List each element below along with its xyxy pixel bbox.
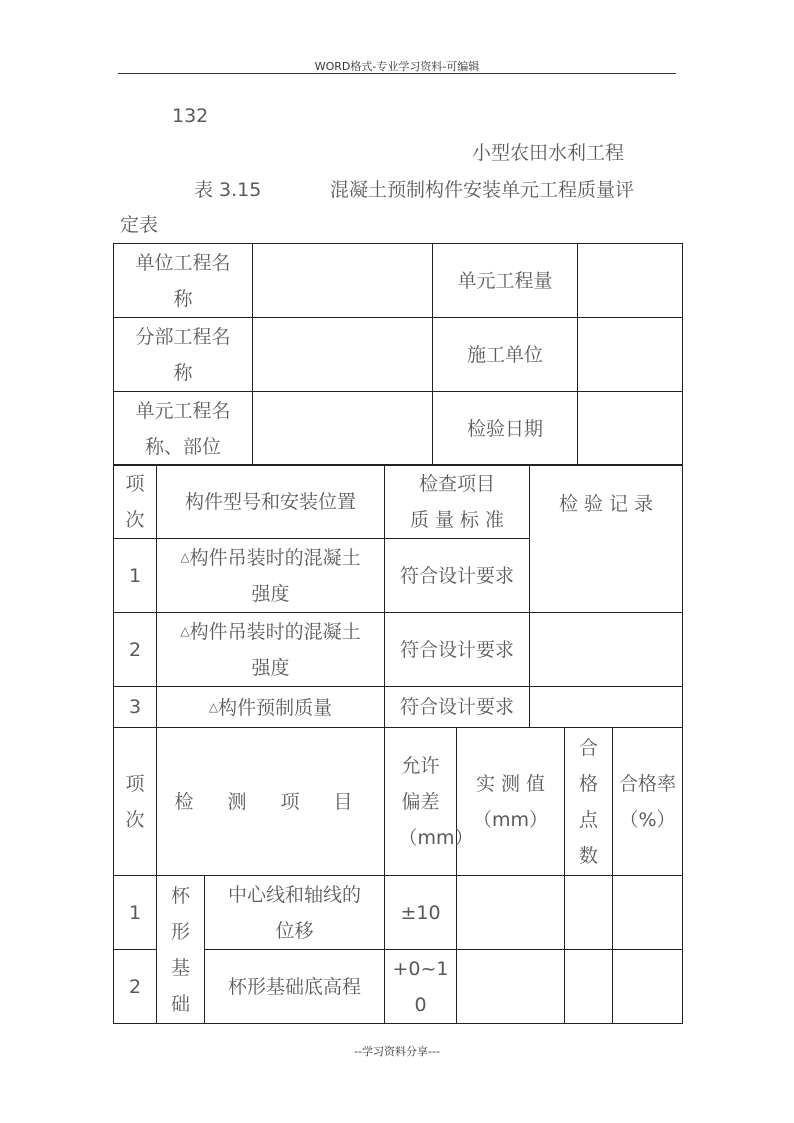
col-header-no: 项次 [114,465,157,539]
row-record[interactable] [530,613,683,687]
row-standard: 符合设计要求 [385,539,530,613]
row-no: 1 [114,876,157,950]
check-items-table [113,464,683,728]
unit-project-name-label: 单位工程名称 [114,244,253,318]
page-header: WORD格式-专业学习资料-可编辑 [314,60,480,73]
unit-quantity-value[interactable] [578,244,683,318]
col-header-no: 项次 [114,728,157,876]
row-no: 3 [114,687,157,728]
contractor-value[interactable] [578,318,683,392]
row-item: △构件预制质量 [157,687,385,728]
row-tolerance: ±10 [385,876,457,950]
row-item: 杯形基础底高程 [205,950,385,1024]
row-pass-points[interactable] [565,876,613,950]
col-header-tolerance: 允许偏差（mm） [385,728,457,876]
row-item: △构件吊装时的混凝土强度 [157,613,385,687]
group-label: 杯形基础 [157,876,205,1024]
document-subtitle: 小型农田水利工程 [472,142,625,164]
col-header-pass-points: 合格点数 [565,728,613,876]
table-number: 表 3.15 [194,179,262,201]
inspection-date-value[interactable] [578,392,683,466]
col-header-check-standard [385,465,530,539]
inspection-date-label: 检验日期 [433,392,578,466]
col-header-record: 检 验 记 录 [530,465,683,613]
row-item: 中心线和轴线的位移 [205,876,385,950]
triangle-mark: △ [208,699,219,714]
page-number: 132 [172,105,209,127]
row-standard: 符合设计要求 [385,687,530,728]
table-title-continuation: 定表 [120,214,159,236]
page-footer: --学习资料分享--- [354,1045,440,1058]
triangle-mark: △ [180,624,190,638]
element-project-label: 单元工程名称、部位 [114,392,253,466]
row-pass-rate[interactable] [613,876,683,950]
element-project-value[interactable] [253,392,433,466]
row-tolerance: +0~10 [385,950,457,1024]
contractor-label: 施工单位 [433,318,578,392]
row-pass-points[interactable] [565,950,613,1024]
row-record[interactable] [530,687,683,728]
unit-quantity-label: 单元工程量 [433,244,578,318]
row-measured[interactable] [457,876,565,950]
info-table [113,243,683,466]
row-no: 2 [114,950,157,1024]
row-no: 2 [114,613,157,687]
row-item: △构件吊装时的混凝土强度 [157,539,385,613]
header-rule [118,73,676,74]
col-header-measured: 实 测 值（mm） [457,728,565,876]
unit-project-name-value[interactable] [253,244,433,318]
row-standard: 符合设计要求 [385,613,530,687]
row-pass-rate[interactable] [613,950,683,1024]
col-header-check-item: 检查项目 [418,472,495,495]
measurement-table [113,727,683,1024]
row-no: 1 [114,539,157,613]
table-title: 混凝土预制构件安装单元工程质量评 [330,179,635,201]
col-header-measure-item: 检 测 项 目 [157,728,385,876]
row-measured[interactable] [457,950,565,1024]
col-header-pass-rate: 合格率（%） [613,728,683,876]
triangle-mark: △ [180,550,190,564]
col-header-standard: 质 量 标 准 [409,508,505,531]
division-project-name-value[interactable] [253,318,433,392]
col-header-item: 构件型号和安装位置 [157,465,385,539]
division-project-name-label: 分部工程名称 [114,318,253,392]
